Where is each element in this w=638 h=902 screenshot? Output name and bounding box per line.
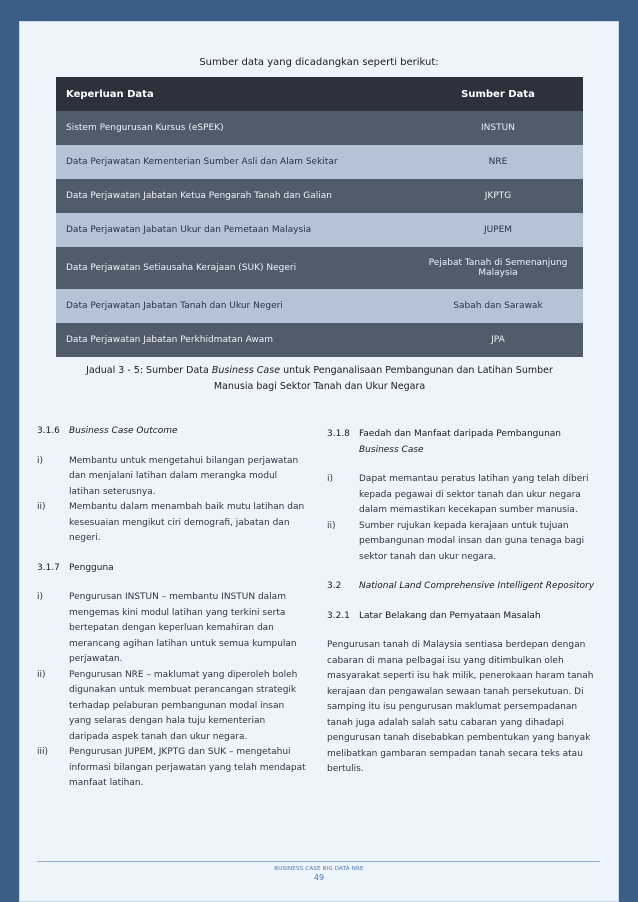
list-text: Pengurusan INSTUN – membantu INSTUN dalam mengemas kini modul latihan yang terkini serta bertepatan dengan keperluan kemahiran dan merancang agihan latihan untuk semua kumpulan perjawatan. (69, 592, 297, 664)
table-header-row (56, 77, 583, 111)
table-row (56, 179, 583, 213)
list-text: Dapat memantau peratus latihan yang telah diberi kepada pegawai di sektor tanah dan ukur negara dalam memastikan kecekapan sumber manusia. (359, 474, 589, 515)
cell-sumber: JPA (413, 323, 583, 357)
list-item (327, 472, 603, 519)
section-number: 3.2 (327, 581, 342, 591)
cell-keperluan: Data Perjawatan Setiausaha Kerajaan (SUK) Negeri (56, 247, 413, 289)
section-3-1-6-heading (37, 424, 307, 440)
caption-line-1 (56, 363, 583, 379)
left-column (37, 424, 307, 792)
list-text: Pengurusan NRE – maklumat yang diperoleh boleh digunakan untuk membuat perancangan strategik terhadap pelaburan pembangunan modal insan yang selaras dengan hala tuju kementerian daripada aspek tanah dan ukur negara. (69, 669, 298, 742)
list-marker: i) (37, 592, 44, 602)
footer-title: BUSINESS CASE BIG DATA NRE (274, 866, 364, 872)
list-text: Sumber rujukan kepada kerajaan untuk tujuan pembangunan modal insan dan guna tenaga bagi sektor tanah dan ukur negara. (359, 520, 585, 562)
cell-keperluan: Sistem Pengurusan Kursus (eSPEK) (56, 111, 413, 145)
section-title-line-2: Business Case (359, 444, 424, 455)
cell-keperluan: Data Perjawatan Jabatan Ketua Pengarah Tanah dan Galian (56, 179, 413, 213)
table-row (56, 111, 583, 145)
list-item (37, 745, 307, 792)
cell-sumber: Sabah dan Sarawak (413, 289, 583, 323)
table-row (56, 145, 583, 179)
list-marker: ii) (327, 520, 336, 531)
cell-keperluan: Data Perjawatan Kementerian Sumber Asli dan Alam Sekitar (56, 145, 413, 179)
list-item (37, 590, 307, 668)
caption-italic: Business Case (211, 365, 281, 376)
list-marker: i) (37, 455, 44, 466)
cell-keperluan: Data Perjawatan Jabatan Tanah dan Ukur Negeri (56, 289, 413, 323)
table-row (56, 289, 583, 323)
section-title: Pengguna (69, 562, 114, 573)
right-column (327, 427, 603, 778)
intro-text: Sumber data yang dicadangkan seperti berikut: (199, 57, 439, 68)
body-paragraph: Pengurusan tanah di Malaysia sentiasa berdepan dengan cabaran di mana pelbagai isu yang ditimbulkan oleh masyarakat seperti isu hak milik, penerokaan haram tanah kerajaan dan pengawalan sewaan tanah persekutuan. Di samping itu isu pengurusan maklumat persempadanan tanah juga adalah salah satu cabaran yang dihadapi pengurusan tanah disebabkan pembentukan yang banyak melibatkan gambaran sempadan tanah secara teks atau bertulis. (327, 640, 594, 774)
caption-suffix: untuk Penganalisaan Pembangunan dan Latihan Sumber (280, 365, 553, 376)
section-number: 3.1.8 (327, 429, 350, 439)
section-title: Business Case Outcome (69, 426, 178, 436)
section-3-1-7-heading (37, 561, 307, 577)
list-marker: ii) (37, 502, 46, 512)
list-text: Membantu untuk mengetahui bilangan perjawatan dan menjalani latihan dalam merangka modul latihan seterusnya. (69, 455, 299, 497)
list-marker: i) (327, 474, 334, 484)
page-number: 49 (313, 873, 325, 882)
section-title: National Land Comprehensive Intelligent Repository (359, 581, 595, 591)
section-number: 3.1.7 (37, 562, 60, 573)
document-page (19, 21, 619, 902)
header-sumber: Sumber Data (413, 77, 583, 111)
list-item (37, 454, 307, 501)
data-source-table (56, 77, 583, 357)
list-item (327, 519, 603, 566)
caption-prefix: Jadual 3 - 5: Sumber Data (86, 365, 212, 376)
cell-sumber: INSTUN (413, 111, 583, 145)
caption-line-2: Manusia bagi Sektor Tanah dan Ukur Negara (213, 381, 426, 392)
cell-keperluan: Data Perjawatan Jabatan Perkhidmatan Awam (56, 323, 413, 357)
table-row (56, 213, 583, 247)
cell-sumber: JKPTG (413, 179, 583, 213)
section-3-2-heading (327, 579, 603, 595)
header-keperluan: Keperluan Data (56, 77, 413, 111)
section-3-1-8-heading (327, 427, 603, 458)
cell-sumber: JUPEM (413, 213, 583, 247)
table-row (56, 323, 583, 357)
section-title: Latar Belakang dan Pernyataan Masalah (359, 610, 541, 621)
cell-keperluan: Data Perjawatan Jabatan Ukur dan Pemetaan Malaysia (56, 213, 413, 247)
section-3-2-1-heading (327, 609, 603, 625)
footer-divider (37, 861, 600, 862)
cell-sumber: Pejabat Tanah di Semenanjung Malaysia (413, 247, 583, 289)
list-text: Membantu dalam menambah baik mutu latihan dan kesesuaian mengikut ciri demografi, jabatan dan negeri. (69, 502, 305, 543)
section-number: 3.2.1 (327, 610, 350, 621)
list-marker: ii) (37, 669, 46, 680)
table-caption (56, 363, 583, 395)
section-title (359, 427, 603, 458)
section-number: 3.1.6 (37, 426, 60, 436)
table-row (56, 247, 583, 289)
cell-sumber: NRE (413, 145, 583, 179)
list-text: Pengurusan JUPEM, JKPTG dan SUK – mengetahui informasi bilangan perjawatan yang telah mendapat manfaat latihan. (69, 747, 306, 788)
list-item (37, 668, 307, 746)
list-item (37, 500, 307, 547)
section-title-line-1: Faedah dan Manfaat daripada Pembangunan (359, 429, 561, 439)
list-marker: iii) (37, 747, 49, 757)
